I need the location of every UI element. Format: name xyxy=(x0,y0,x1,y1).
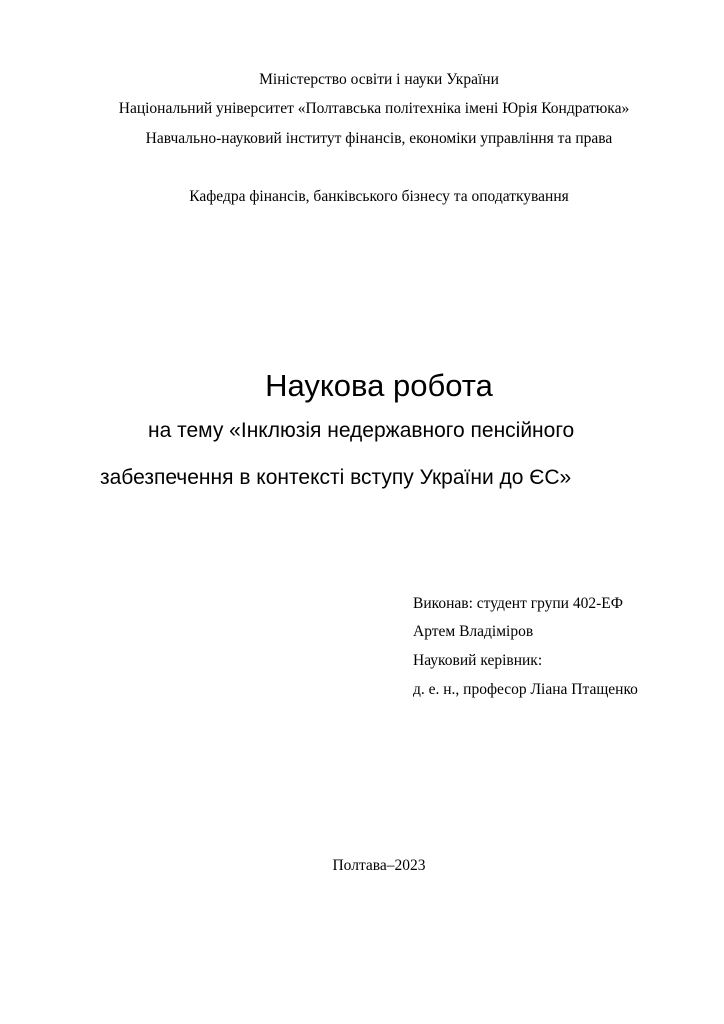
city-year: Полтава–2023 xyxy=(332,857,426,874)
work-title: Наукова робота xyxy=(265,368,493,403)
author-name: Артем Владіміров xyxy=(413,623,534,640)
topic-line-2: забезпечення в контексті вступу України до ЄС» xyxy=(100,466,572,489)
university-line: Національний університет «Полтавська політехніка імені Юрія Кондратюка» xyxy=(118,100,630,117)
institute-line: Навчально-науковий інститут фінансів, економіки управління та права xyxy=(145,130,613,147)
supervisor-label: Науковий керівник: xyxy=(413,652,543,669)
department-line: Кафедра фінансів, банківського бізнесу та оподаткування xyxy=(189,188,569,205)
supervisor-name: д. е. н., професор Ліана Птащенко xyxy=(413,681,638,698)
ministry-line: Міністерство освіти і науки України xyxy=(259,71,499,88)
topic-line-1: на тему «Інклюзія недержавного пенсійного xyxy=(148,419,575,442)
performed-by: Виконав: студент групи 402-ЕФ xyxy=(413,595,623,612)
